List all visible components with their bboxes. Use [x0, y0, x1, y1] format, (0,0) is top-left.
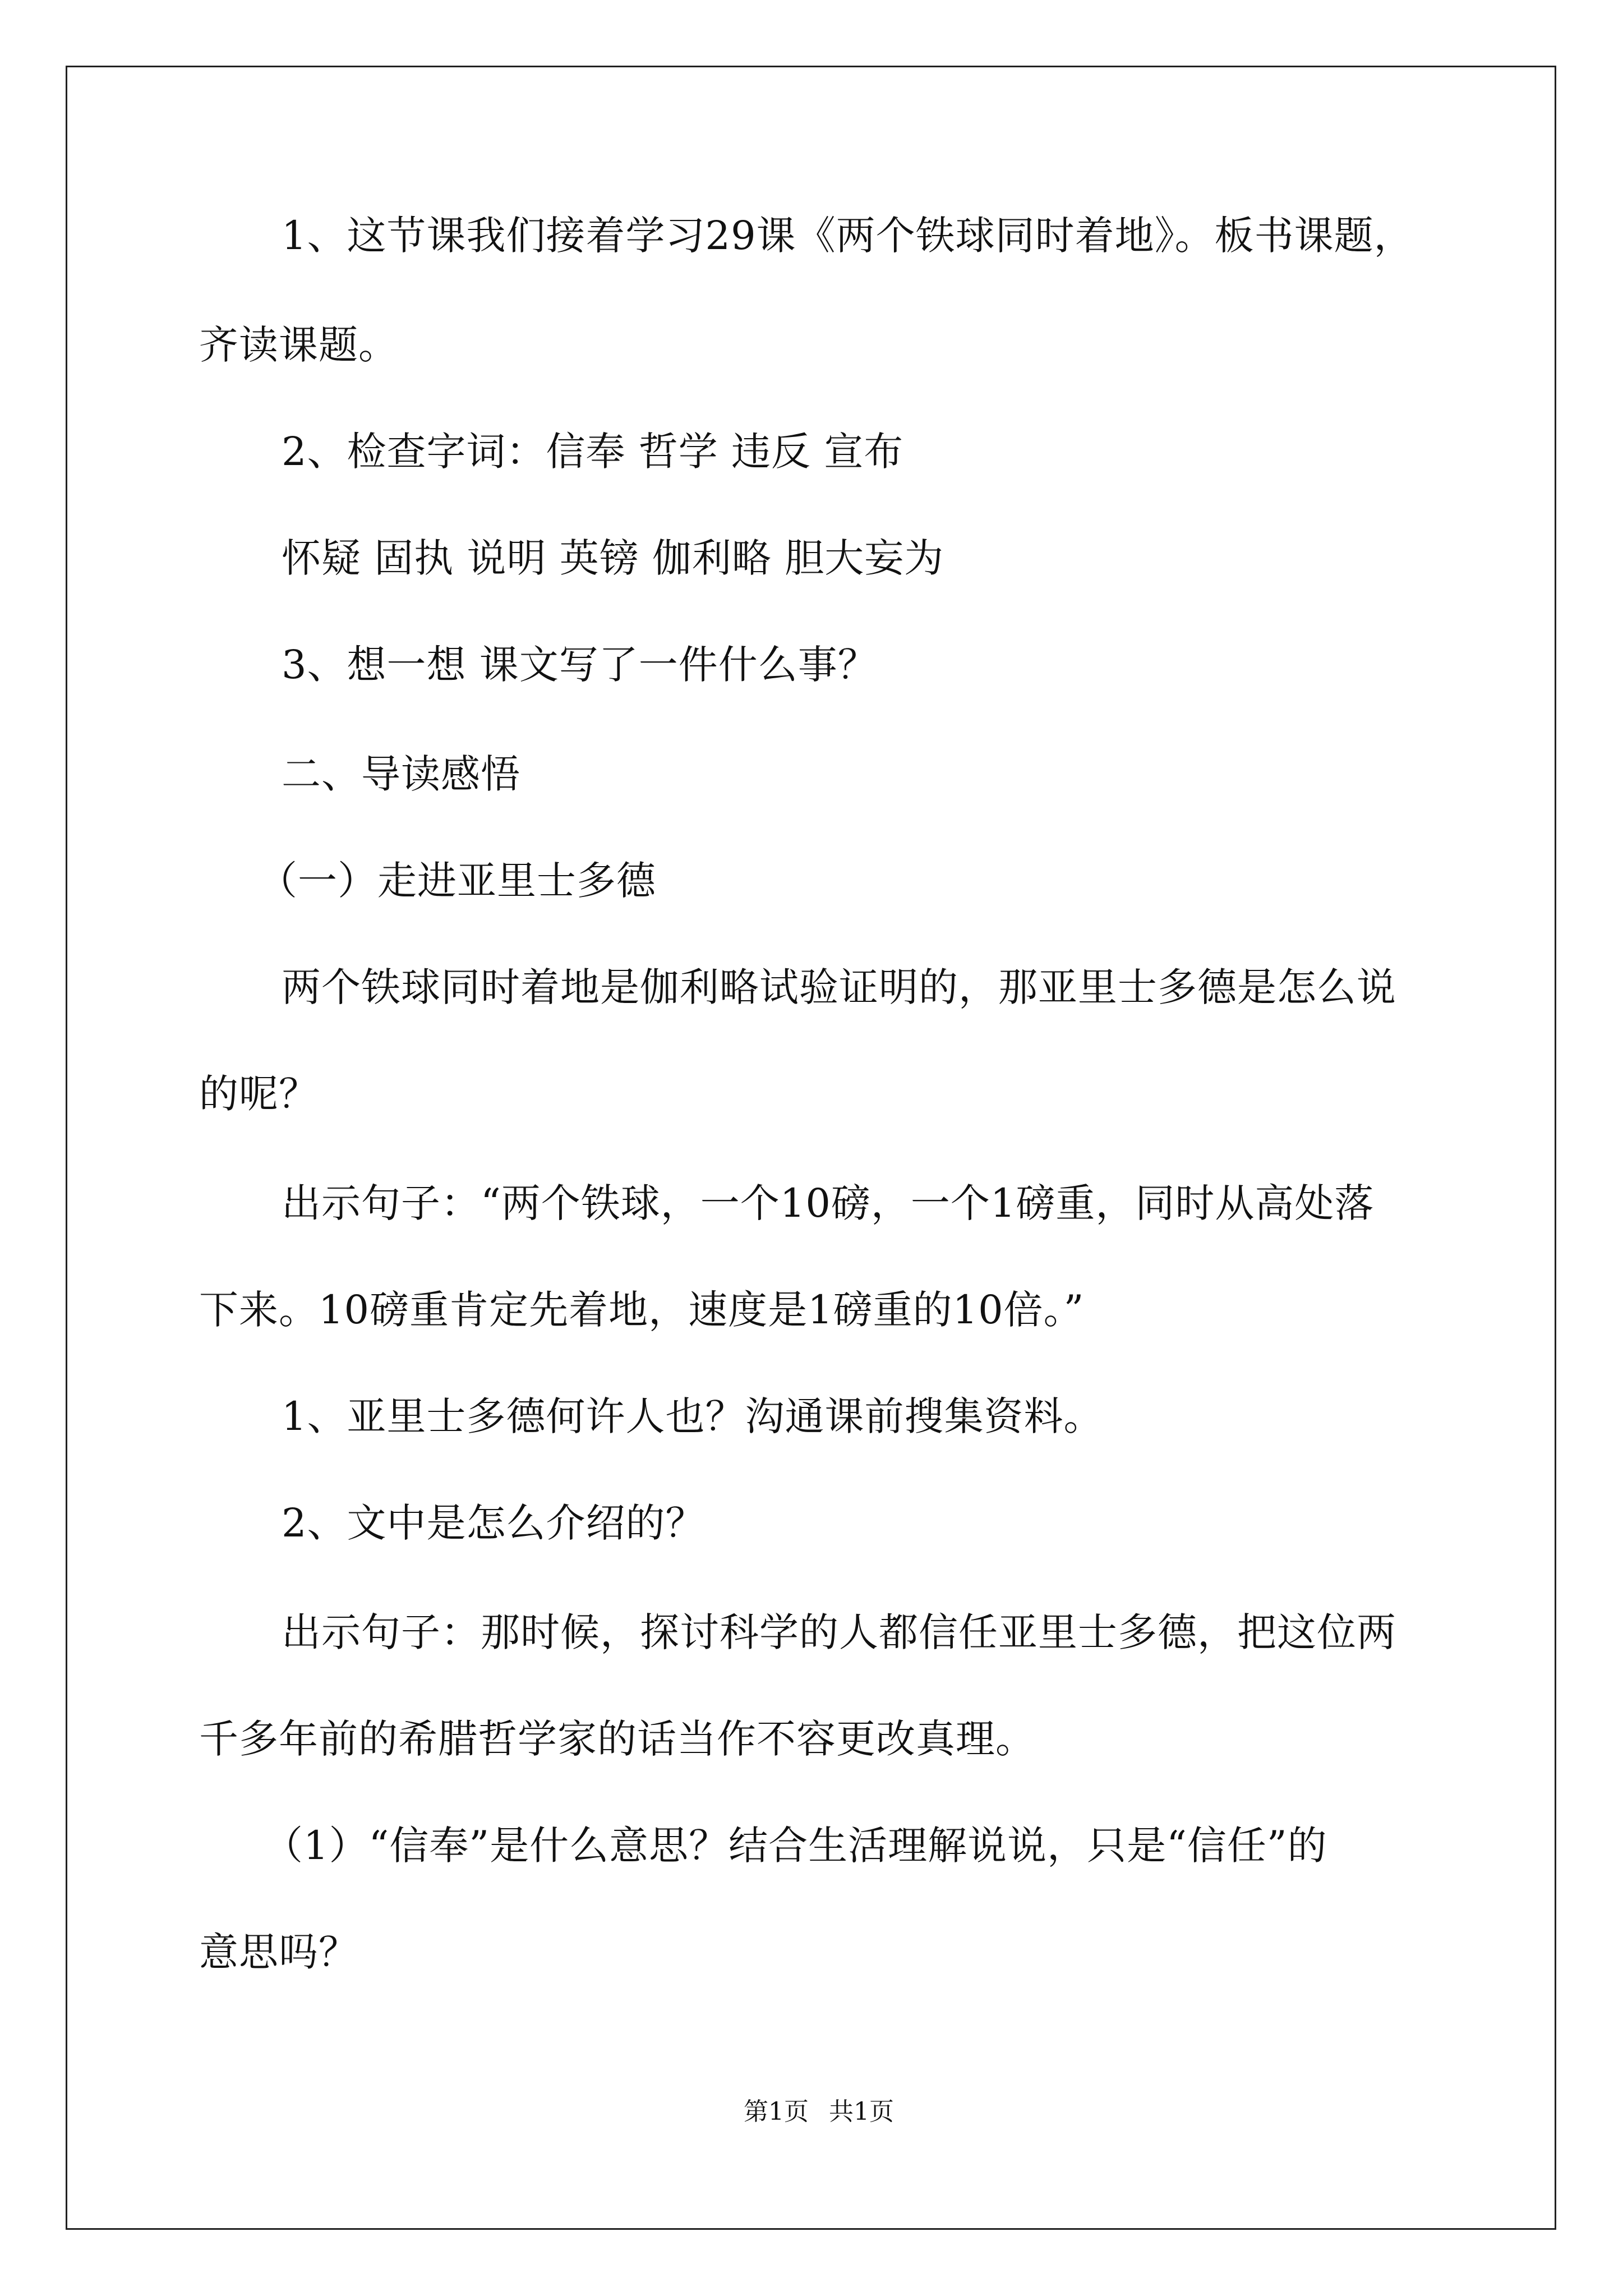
text-line-6: 二、导读感悟: [282, 751, 520, 797]
text-line-8: 两个铁球同时着地是伽利略试验证明的，那亚里士多德是怎么说: [282, 964, 1396, 1010]
text-line-12: 1、亚里士多德何许人也？沟通课前搜集资料。: [282, 1393, 1104, 1439]
text-line-10: 出示句子：“两个铁球，一个10磅，一个1磅重，同时从高处落: [282, 1180, 1375, 1226]
page-border: [66, 66, 1556, 2230]
text-line-1: 1、这节课我们接着学习29课《两个铁球同时着地》。板书课题，: [282, 213, 1414, 259]
text-line-5: 3、想一想 课文写了一件什么事？: [282, 642, 878, 688]
text-line-2: 齐读课题。: [199, 322, 398, 368]
text-line-14: 出示句子：那时候，探讨科学的人都信任亚里士多德，把这位两: [282, 1609, 1396, 1655]
text-line-16: （1）“信奉”是什么意思？结合生活理解说说，只是“信任”的: [264, 1823, 1327, 1869]
text-line-4: 怀疑 固执 说明 英镑 伽利略 胆大妄为: [282, 535, 944, 581]
page-total: 共1页: [829, 2097, 894, 2126]
text-line-11: 下来。10磅重肯定先着地，速度是1磅重的10倍。”: [199, 1287, 1085, 1333]
text-line-9: 的呢？: [199, 1071, 319, 1117]
text-line-3: 2、检查字词：信奉 哲学 违反 宣布: [282, 429, 904, 475]
text-line-15: 千多年前的希腊哲学家的话当作不容更改真理。: [199, 1716, 1035, 1762]
text-line-7: （一）走进亚里士多德: [258, 858, 656, 904]
text-line-13: 2、文中是怎么介绍的？: [282, 1500, 706, 1546]
text-line-17: 意思吗？: [199, 1929, 358, 1975]
page-footer: [718, 2095, 920, 2129]
page-number: 第1页: [744, 2097, 809, 2126]
